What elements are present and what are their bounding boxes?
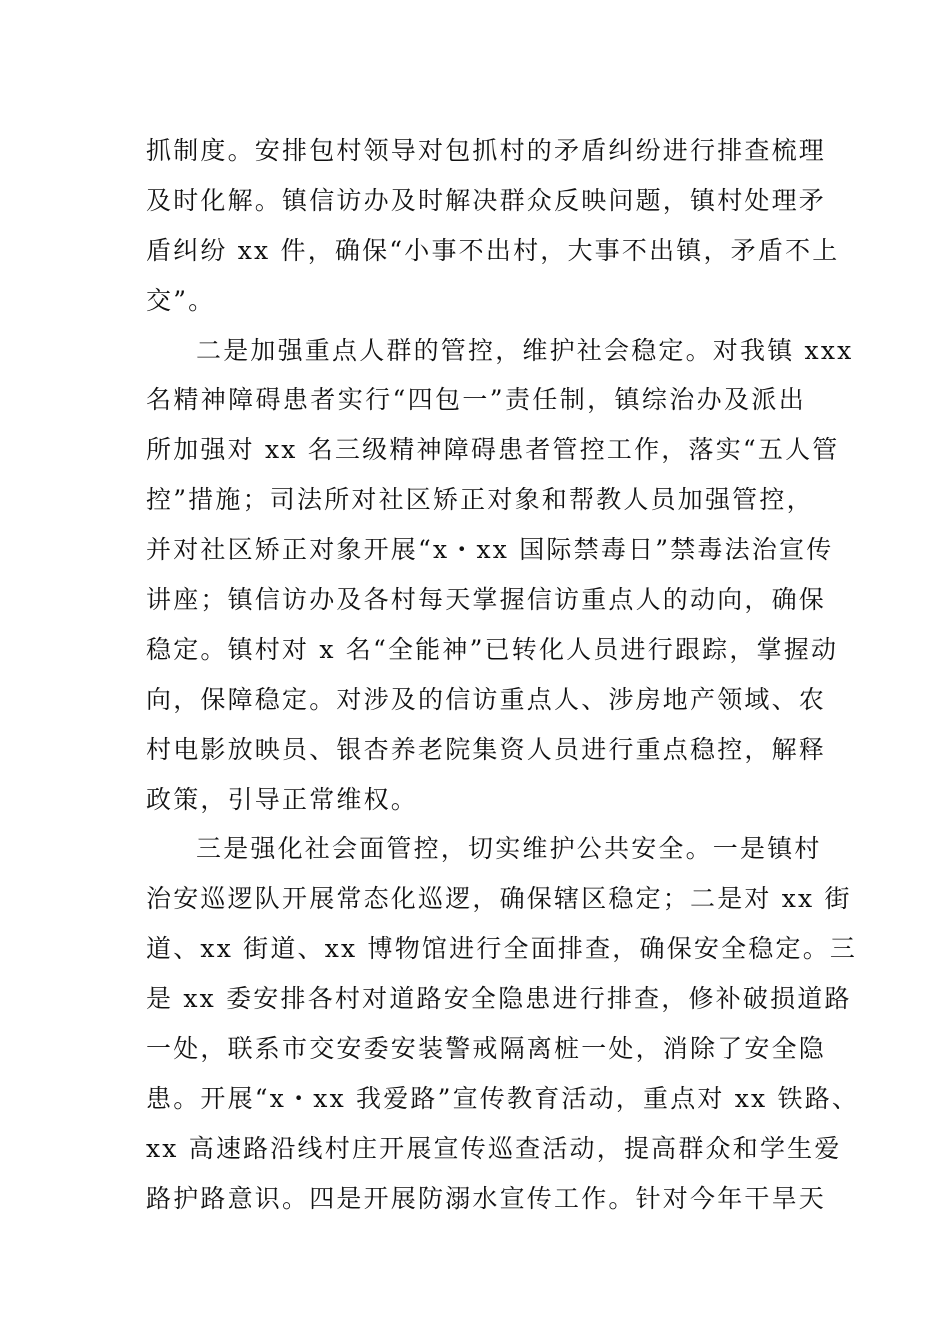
text-line: 名精神障碍患者实行“四包一”责任制，镇综治办及派出 [146, 385, 806, 415]
paragraph-1 [146, 126, 840, 326]
text-line: 一处，联系市交安委安装警戒隔离桩一处，消除了安全隐 [146, 1034, 827, 1064]
text-line: 稳定。镇村对 x 名“全能神”已转化人员进行跟踪，掌握动 [146, 634, 839, 664]
text-line: 道、xx 街道、xx 博物馆进行全面排查，确保安全稳定。三 [146, 934, 858, 964]
text-line: 患。开展“x・xx 我爱路”宣传教育活动，重点对 xx 铁路、 [146, 1083, 860, 1113]
paragraph-3 [146, 824, 860, 1223]
text-line: 讲座；镇信访办及各村每天掌握信访重点人的动向，确保 [146, 585, 827, 615]
text-line: 向，保障稳定。对涉及的信访重点人、涉房地产领域、农 [146, 684, 827, 714]
text-line: 盾纠纷 xx 件，确保“小事不出村，大事不出镇，矛盾不上 [146, 235, 840, 265]
text-line: 三是强化社会面管控，切实维护公共安全。一是镇村 [196, 834, 822, 864]
text-line: 村电影放映员、银杏养老院集资人员进行重点稳控，解释 [146, 734, 827, 764]
text-line: 政策，引导正常维权。 [146, 784, 419, 814]
text-line: 所加强对 xx 名三级精神障碍患者管控工作，落实“五人管 [146, 435, 840, 465]
text-line: 路护路意识。四是开展防溺水宣传工作。针对今年干旱天 [146, 1183, 827, 1213]
text-line: 治安巡逻队开展常态化巡逻，确保辖区稳定；二是对 xx 街 [146, 884, 852, 914]
text-line: 控”措施；司法所对社区矫正对象和帮教人员加强管控， [146, 485, 814, 515]
document-body [146, 126, 860, 1224]
text-line: 抓制度。安排包村领导对包抓村的矛盾纠纷进行排查梳理 [146, 136, 827, 165]
text-line: 及时化解。镇信访办及时解决群众反映问题，镇村处理矛 [146, 185, 827, 215]
paragraph-2 [146, 326, 854, 825]
text-line: 交”。 [146, 285, 216, 315]
text-line: 并对社区矫正对象开展“x・xx 国际禁毒日”禁毒法治宣传 [146, 535, 834, 565]
text-line: 是 xx 委安排各村对道路安全隐患进行排查，修补破损道路 [146, 984, 852, 1014]
text-line: 二是加强重点人群的管控，维护社会稳定。对我镇 xxx [196, 335, 854, 365]
text-line: xx 高速路沿线村庄开展宣传巡查活动，提高群众和学生爱 [146, 1133, 842, 1163]
